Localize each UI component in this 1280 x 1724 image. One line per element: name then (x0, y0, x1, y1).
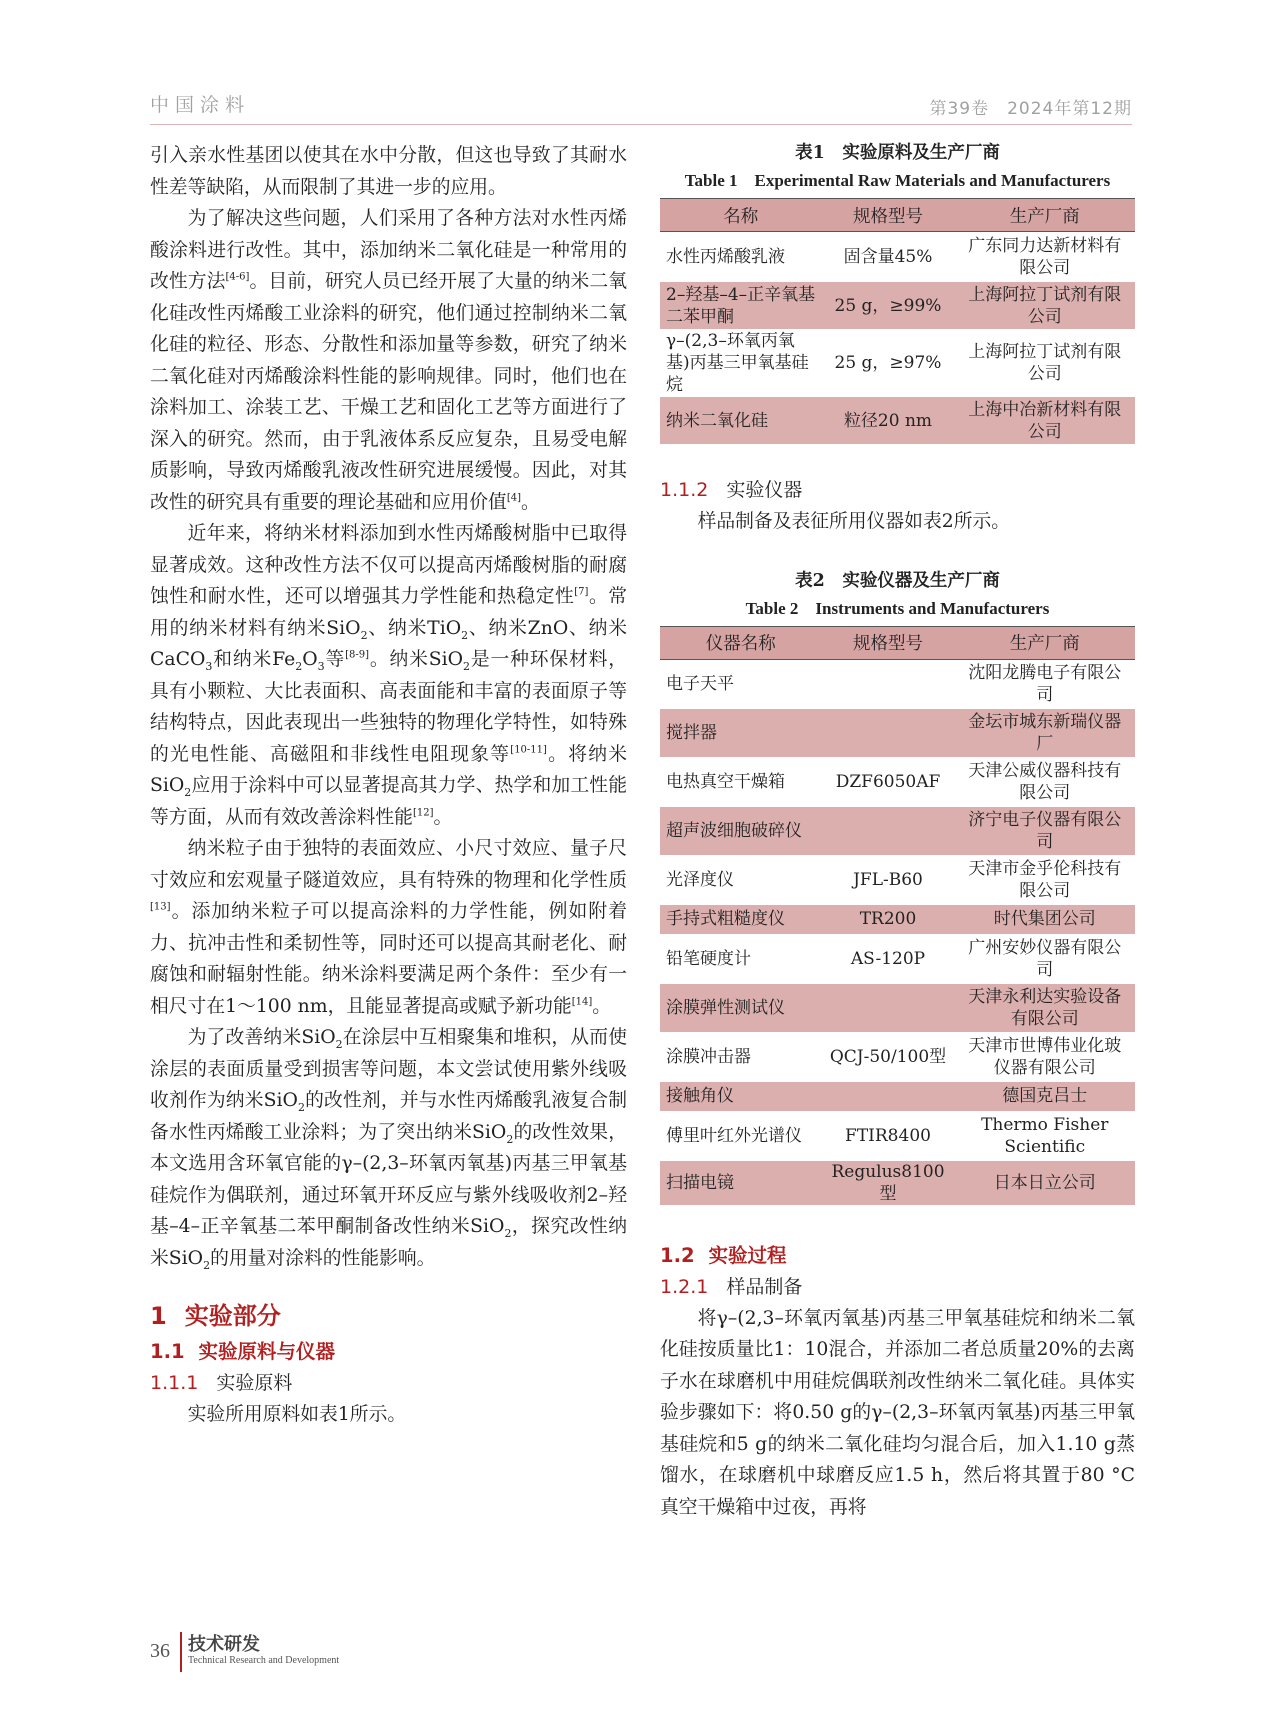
table1-caption-cn: 表1 实验原料及生产厂商 (795, 143, 1000, 163)
paragraph: 将γ–(2,3–环氧丙氧基)丙基三甲氧基硅烷和纳米二氧化硅按质量比1：10混合，并添加二者总质量20%的去离子水在球磨机中用硅烷偶联剂改性纳米二氧化硅。具体实验步骤如下：将0.50 g的γ–(2,3–环氧丙氧基)丙基三甲氧基硅烷和5 g的纳米二氧化硅均匀混合后，加入1.10 g蒸馏水，在球磨机中球磨反应1.5 h，然后将其置于80 °C真空干燥箱中过夜，再将 (660, 1307, 1135, 1518)
table-cell: 25 g，≥97% (822, 330, 955, 397)
table-header-cell: 仪器名称 (660, 626, 822, 659)
table-row (660, 757, 1135, 806)
table-cell: QCJ-50/100型 (822, 1032, 955, 1081)
table-header-cell: 生产厂商 (955, 626, 1136, 659)
citation: [4] (506, 492, 522, 504)
table-cell: 粒径20 nm (822, 397, 955, 445)
table-cell: 搅拌器 (660, 708, 822, 757)
citation: [10-11] (510, 744, 547, 756)
table-header-cell: 规格型号 (822, 199, 955, 232)
table-cell: 天津市世博伟业化玻仪器有限公司 (955, 1032, 1136, 1081)
table-cell: γ–(2,3–环氧丙氧基)丙基三甲氧基硅烷 (660, 330, 822, 397)
subsubsection-heading: 1.1.1 实验原料 (150, 1372, 293, 1394)
table-cell: 铅笔硬度计 (660, 934, 822, 983)
paragraph: 实验所用原料如表1所示。 (187, 1404, 407, 1425)
table-cell (822, 1081, 955, 1111)
table-header-cell: 规格型号 (822, 626, 955, 659)
table-row (660, 282, 1135, 330)
table-cell: 傅里叶红外光谱仪 (660, 1111, 822, 1160)
table-cell: 上海阿拉丁试剂有限公司 (955, 330, 1136, 397)
issue-info: 第39卷 2024年第12期 (929, 99, 1132, 119)
section-label: 技术研发 (188, 1634, 260, 1655)
table-cell: 纳米二氧化硅 (660, 397, 822, 445)
subsubsection-heading: 1.2.1 样品制备 (660, 1275, 803, 1298)
table-row (660, 397, 1135, 445)
right-column (660, 140, 1135, 1523)
table-cell: 天津公威仪器科技有限公司 (955, 757, 1136, 806)
table-cell: 水性丙烯酸乳液 (660, 232, 822, 282)
table-cell: 光泽度仪 (660, 855, 822, 904)
table-header-cell: 名称 (660, 199, 822, 232)
table-row (660, 232, 1135, 282)
table-cell: 金坛市城东新瑞仪器厂 (955, 708, 1136, 757)
paragraph: 近年来，将纳米材料添加到水性丙烯酸树脂中已取得显著成效。这种改性方法不仅可以提高丙烯酸树脂的耐腐蚀性和耐水性，还可以增强其力学性能和热稳定性[7]。常用的纳米材料有纳米SiO$_2$、纳米TiO$_2$、纳米ZnO、纳米CaCO$_3$和纳米$Fe_2O_3$等[8-9]。纳米SiO$_2$是一种环保材料，具有小颗粒、大比表面积、高表面能和丰富的表面原子等结构特点，因此表现出一些独特的物理化学特性，如特殊的光电性能、高磁阻和非线性电阻现象等[10-11]。将纳米SiO$_2$应用于涂料中可以显著提高其力学、热学和加工性能等方面，从而有效改善涂料性能[12]。 (150, 523, 628, 828)
table-cell: 天津永利达实验设备有限公司 (955, 983, 1136, 1032)
paragraph: 为了解决这些问题，人们采用了各种方法对水性丙烯酸涂料进行改性。其中，添加纳米二氧化硅是一种常用的改性方法[4-6]。目前，研究人员已经开展了大量的纳米二氧化硅改性丙烯酸工业涂料的研究，他们通过控制纳米二氧化硅的粒径、形态、分散性和添加量等参数，研究了纳米二氧化硅对丙烯酸涂料性能的影响规律。同时，他们也在涂料加工、涂装工艺、干燥工艺和固化工艺等方面进行了深入的研究。然而，由于乳液体系反应复杂，且易受电解质影响，导致丙烯酸乳液改性研究进展缓慢。因此，对其改性的研究具有重要的理论基础和应用价值[4]。 (150, 208, 627, 513)
table-cell: 电热真空干燥箱 (660, 757, 822, 806)
table-row (660, 1032, 1135, 1081)
table-cell: 广东同力达新材料有限公司 (955, 232, 1136, 282)
table-row (660, 904, 1135, 934)
table-cell: 固含量45% (822, 232, 955, 282)
subsection-heading: 1.2 实验过程 (660, 1243, 787, 1267)
table-header-cell: 生产厂商 (955, 199, 1136, 232)
table1-caption-en: Table 1 Experimental Raw Materials and Manufacturers (684, 171, 1111, 190)
citation: [7] (574, 586, 589, 598)
table-cell (822, 983, 955, 1032)
table-cell: 沈阳龙腾电子有限公司 (955, 659, 1136, 708)
citation: [14] (571, 996, 593, 1008)
table-cell: 接触角仪 (660, 1081, 822, 1111)
table1 (660, 198, 1135, 445)
table-cell: Regulus8100型 (822, 1160, 955, 1205)
table-cell: 上海中冶新材料有限公司 (955, 397, 1136, 445)
paragraph: 纳米粒子由于独特的表面效应、小尺寸效应、量子尺寸效应和宏观量子隧道效应，具有特殊的物理和化学性质[13]。添加纳米粒子可以提高涂料的力学性能，例如附着力、抗冲击性和柔韧性等，同时还可以提高其耐老化、耐腐蚀和耐辐射性能。纳米涂料要满足两个条件：至少有一相尺寸在1～100 nm，且能显著提高或赋予新功能[14]。 (150, 838, 627, 1017)
paragraph: 为了改善纳米SiO$_2$在涂层中互相聚集和堆积，从而使涂层的表面质量受到损害等问题，本文尝试使用紫外线吸收剂作为纳米SiO$_2$的改性剂，并与水性丙烯酸乳液复合制备水性丙烯酸工业涂料；为了突出纳米SiO$_2$的改性效果，本文选用含环氧官能的γ–(2,3–环氧丙氧基)丙基三甲氧基硅烷作为偶联剂，通过环氧开环反应与紫外线吸收剂2–羟基–4–正辛氧基二苯甲酮制备改性纳米SiO$_2$，探究改性纳米SiO$_2$的用量对涂料的性能影响。 (150, 1027, 628, 1272)
citation: [8-9] (345, 649, 369, 661)
table-cell: DZF6050AF (822, 757, 955, 806)
table-row (660, 1081, 1135, 1111)
table2 (660, 626, 1135, 1206)
table-row (660, 1111, 1135, 1160)
table-cell: 超声波细胞破碎仪 (660, 806, 822, 855)
table-cell (822, 708, 955, 757)
table-cell (822, 659, 955, 708)
page-number: 36 (150, 1640, 170, 1662)
table-cell: FTIR8400 (822, 1111, 955, 1160)
table-cell: 时代集团公司 (955, 904, 1136, 934)
table-row (660, 983, 1135, 1032)
paragraph: 引入亲水性基团以使其在水中分散，但这也导致了其耐水性差等缺陷，从而限制了其进一步的应用。 (150, 145, 627, 198)
table2-caption-en: Table 2 Instruments and Manufacturers (745, 598, 1050, 618)
section-heading: 1 实验部分 (150, 1302, 281, 1330)
table-cell: 涂膜冲击器 (660, 1032, 822, 1081)
table2-caption-cn: 表2 实验仪器及生产厂商 (795, 570, 1000, 591)
table-cell: 天津市金乎伦科技有限公司 (955, 855, 1136, 904)
citation: [13] (150, 901, 171, 913)
citation: [12] (412, 807, 434, 819)
subsection-heading: 1.1 实验原料与仪器 (150, 1340, 336, 1363)
table-cell: 2–羟基–4–正辛氧基二苯甲酮 (660, 282, 822, 330)
table-cell: 日本日立公司 (955, 1160, 1136, 1205)
journal-name: 中国涂料 (150, 94, 251, 116)
table-row (660, 330, 1135, 397)
table-cell: TR200 (822, 904, 955, 934)
section-label-en: Technical Research and Development (188, 1655, 340, 1666)
table-cell: JFL-B60 (822, 855, 955, 904)
paragraph: 样品制备及表征所用仪器如表2所示。 (697, 511, 1011, 532)
table-row (660, 855, 1135, 904)
table-row (660, 708, 1135, 757)
table-row (660, 659, 1135, 708)
table-cell: 广州安妙仪器有限公司 (955, 934, 1136, 983)
footer-divider (180, 1632, 182, 1672)
left-column (150, 140, 627, 1431)
citation: [4-6] (225, 271, 250, 283)
table-row (660, 1160, 1135, 1205)
table-cell: 25 g，≥99% (822, 282, 955, 330)
running-header (150, 88, 1132, 125)
table-cell (822, 806, 955, 855)
table-row (660, 806, 1135, 855)
table-cell: 上海阿拉丁试剂有限公司 (955, 282, 1136, 330)
table-cell: 德国克吕士 (955, 1081, 1136, 1111)
table-row (660, 934, 1135, 983)
table-cell: 涂膜弹性测试仪 (660, 983, 822, 1032)
table-cell: 手持式粗糙度仪 (660, 904, 822, 934)
table-cell: 扫描电镜 (660, 1160, 822, 1205)
table-cell: Thermo Fisher Scientific (955, 1111, 1136, 1160)
table-cell: 济宁电子仪器有限公司 (955, 806, 1136, 855)
table-cell: AS-120P (822, 934, 955, 983)
table-cell: 电子天平 (660, 659, 822, 708)
subsubsection-heading: 1.1.2 实验仪器 (660, 479, 803, 501)
